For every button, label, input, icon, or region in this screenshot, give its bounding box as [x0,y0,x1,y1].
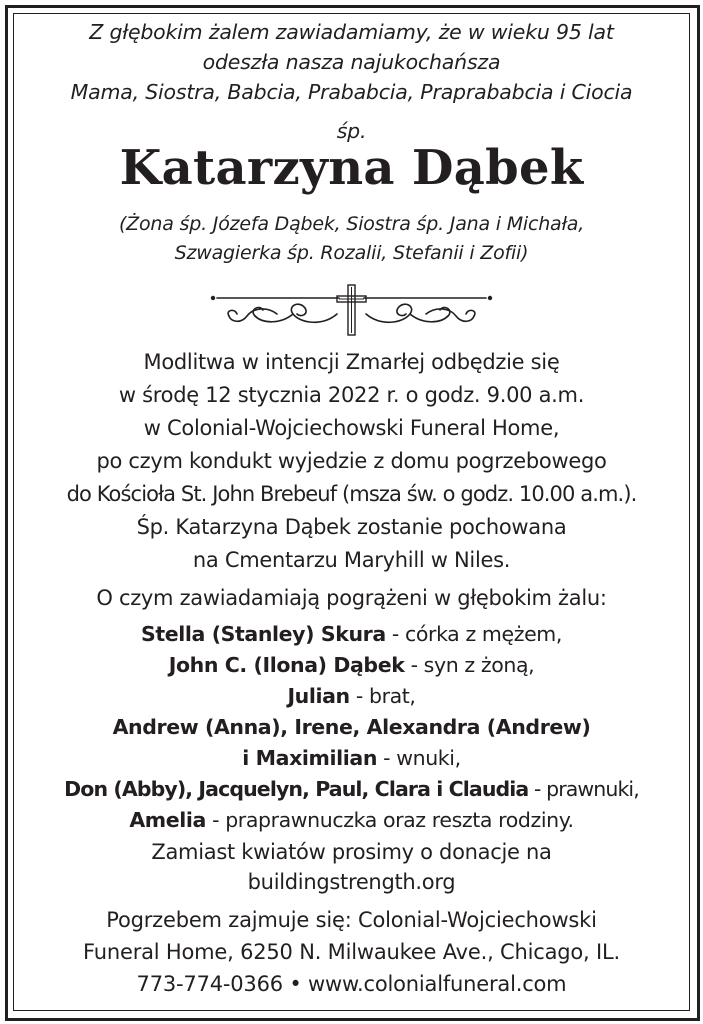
intro-line-3: Mama, Siostra, Babcia, Prababcia, Praprababcia i Ciocia [70,80,633,104]
family-relation: - praprawnuczka oraz reszta rodziny. [205,808,574,832]
footer-contact: 773-774-0366 • www.colonialfuneral.com [136,972,567,996]
family-line-3 [0,684,703,708]
family-line-7 [0,808,703,832]
donation-line-1: Zamiast kwiatów prosimy o donacje na [151,840,552,864]
footer-line-1: Pogrzebem zajmuje się: Colonial-Wojciechowski [106,908,597,932]
family-names: Stella (Stanley) Skura [141,622,386,646]
mourners-intro: O czym zawiadamiają pogrążeni w głębokim żalu: [96,586,607,610]
family-line-4 [0,715,703,739]
family-names: Julian [287,684,350,708]
footer-line-2: Funeral Home, 6250 N. Milwaukee Ave., Chicago, IL. [83,940,620,964]
service-line-3: w Colonial-Wojciechowski Funeral Home, [143,416,560,440]
service-line-5: do Kościoła St. John Brebeuf (msza św. o godz. 10.00 a.m.). [66,482,637,506]
family-names: Amelia [129,808,206,832]
service-line-7: na Cmentarzu Maryhill w Niles. [192,548,511,572]
family-relation: - syn z żoną, [404,653,535,677]
family-names: i Maximilian [242,746,378,770]
intro-line-2: odeszła nasza najukochańsza [202,50,501,74]
family-names: Don (Abby), Jacquelyn, Paul, Clara i Claudia [64,777,529,801]
family-line-6 [0,777,703,801]
family-names: Andrew (Anna), Irene, Alexandra (Andrew) [112,715,591,739]
family-line-5 [0,746,703,770]
sp-label: śp. [336,119,367,143]
service-line-6: Śp. Katarzyna Dąbek zostanie pochowana [136,515,567,539]
cross-ornament-icon [205,284,498,336]
family-relation: - brat, [349,684,416,708]
family-names: John C. (Ilona) Dąbek [168,653,405,677]
family-line-1 [0,622,703,646]
service-line-4: po czym kondukt wyjedzie z domu pogrzebowego [96,449,607,473]
relations-line-1: (Żona śp. Józefa Dąbek, Siostra śp. Jana i Michała, [118,213,585,235]
family-relation: - wnuki, [377,746,461,770]
intro-line-1: Z głębokim żalem zawiadamiamy, że w wieku 95 lat [89,20,614,44]
donation-website: buildingstrength.org [247,870,456,894]
service-line-2: w środę 12 stycznia 2022 r. o godz. 9.00 a.m. [118,383,585,407]
family-line-2 [0,653,703,677]
deceased-name: Katarzyna Dąbek [119,140,584,196]
relations-line-2: Szwagierka śp. Rozalii, Stefanii i Zofii) [174,242,529,264]
family-relation: - prawnuki, [528,777,639,801]
service-line-1: Modlitwa w intencji Zmarłej odbędzie się [143,350,560,374]
family-relation: - córka z mężem, [385,622,562,646]
